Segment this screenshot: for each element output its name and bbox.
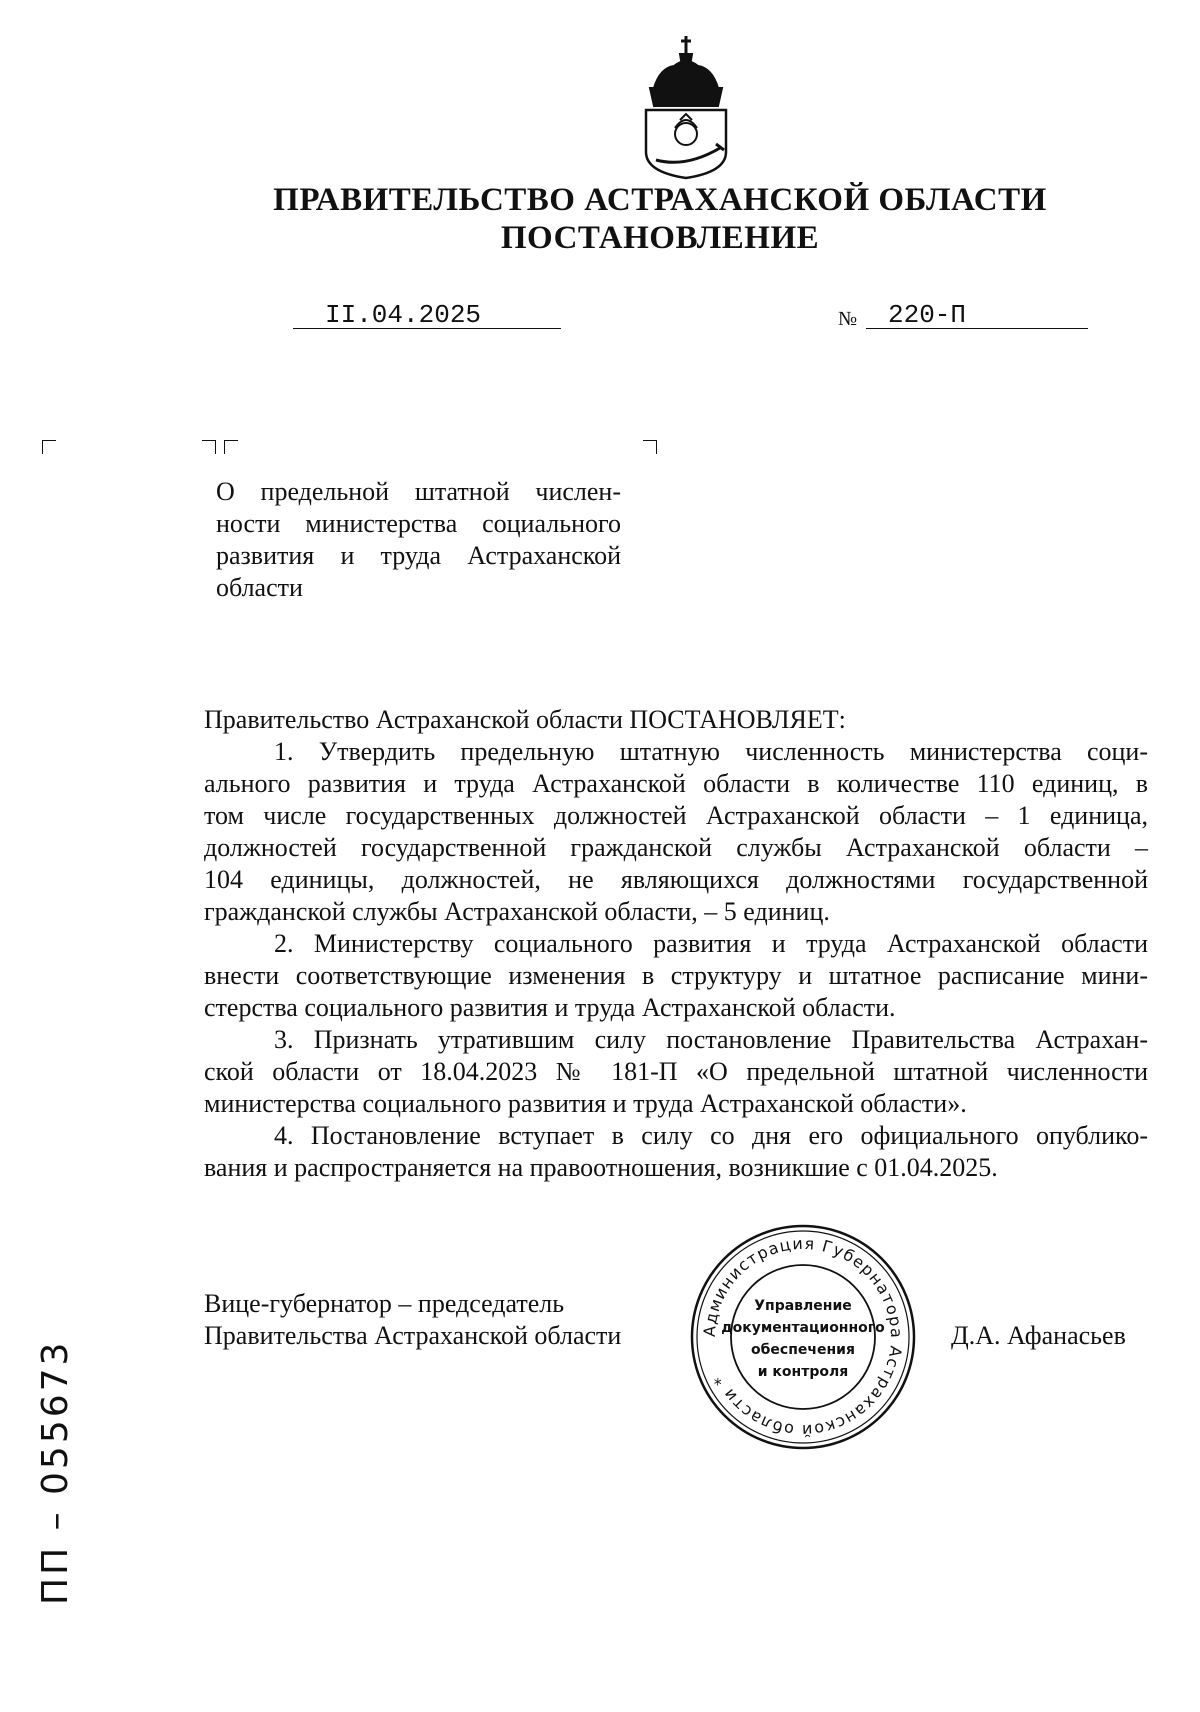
- stamp-center-line: обеспечения: [751, 1342, 855, 1358]
- document-number: 220-П: [888, 300, 967, 330]
- stamp-center-line: документационного: [721, 1320, 885, 1336]
- paragraph-line: ального развития и труда Астраханской области в количестве 110 единиц, в: [204, 769, 1148, 798]
- subject-line: О предельной штатной числен-: [216, 477, 621, 506]
- paragraph-4: [204, 1120, 1148, 1184]
- paragraph-line: 2. Министерству социального развития и труда Астраханской области: [274, 929, 1148, 958]
- paragraph-1: [204, 736, 1148, 928]
- subject-line: области: [216, 573, 303, 602]
- stamp-ring-text: Администрация Губернатора Астраханской области *: [699, 1233, 907, 1441]
- paragraph-line: том числе государственных должностей Астраханской области – 1 единица,: [204, 801, 1148, 830]
- subject-line: ности министерства социального: [216, 509, 621, 538]
- signatory-position: [204, 1288, 621, 1352]
- serial-number: ПП – 055673: [35, 1339, 76, 1605]
- paragraph-line: внести соответствующие изменения в структуру и штатное расписание мини-: [204, 961, 1148, 990]
- official-stamp: [688, 1222, 918, 1452]
- corner-mark-right: [643, 440, 657, 454]
- preamble: [204, 704, 1148, 736]
- subject-line: развития и труда Астраханской: [216, 541, 621, 570]
- organization-title: ПРАВИТЕЛЬСТВО АСТРАХАНСКОЙ ОБЛАСТИ: [273, 182, 1047, 218]
- preamble-text: Правительство Астраханской области ПОСТАНОВЛЯЕТ:: [204, 705, 846, 734]
- paragraph-line: стерства социального развития и труда Астраханской области.: [204, 993, 896, 1022]
- paragraph-line: 3. Признать утратившим силу постановление Правительства Астрахан-: [274, 1025, 1148, 1054]
- stamp-center-line: и контроля: [757, 1364, 849, 1380]
- paragraph-line: должностей государственной гражданской службы Астраханской области –: [204, 833, 1148, 862]
- corner-mark-middle-close: [202, 440, 216, 454]
- corner-mark-left: [42, 440, 56, 454]
- document-date: II.04.2025: [325, 300, 482, 330]
- number-underline: [866, 328, 1088, 329]
- date-underline: [293, 328, 561, 329]
- paragraph-line: министерства социального развития и труда Астраханской области».: [204, 1089, 967, 1118]
- paragraph-line: 104 единицы, должностей, не являющихся должностями государственной: [204, 865, 1148, 894]
- number-label: №: [838, 308, 858, 330]
- corner-mark-middle-open: [224, 440, 238, 454]
- document-subject: [216, 476, 621, 604]
- paragraph-3: [204, 1024, 1148, 1120]
- position-line: Вице-губернатор – председатель: [204, 1289, 565, 1318]
- paragraph-line: 1. Утвердить предельную штатную численность министерства соци-: [274, 737, 1148, 766]
- position-line: Правительства Астраханской области: [204, 1321, 622, 1350]
- document-type-title: ПОСТАНОВЛЕНИЕ: [500, 220, 820, 256]
- stamp-center-line: Управление: [754, 1298, 852, 1314]
- paragraph-line: гражданской службы Астраханской области, – 5 единиц.: [204, 897, 830, 926]
- signer-name: Д.А. Афанасьев: [951, 1321, 1126, 1350]
- paragraph-line: ской области от 18.04.2023 № 181-П «О предельной штатной численности: [204, 1057, 1148, 1086]
- paragraph-line: 4. Постановление вступает в силу со дня его официального опублико-: [274, 1121, 1148, 1150]
- astrakhan-coat-of-arms-icon: [640, 32, 732, 180]
- paragraph-line: вания и распространяется на правоотношения, возникшие с 01.04.2025.: [204, 1153, 998, 1182]
- paragraph-2: [204, 928, 1148, 1024]
